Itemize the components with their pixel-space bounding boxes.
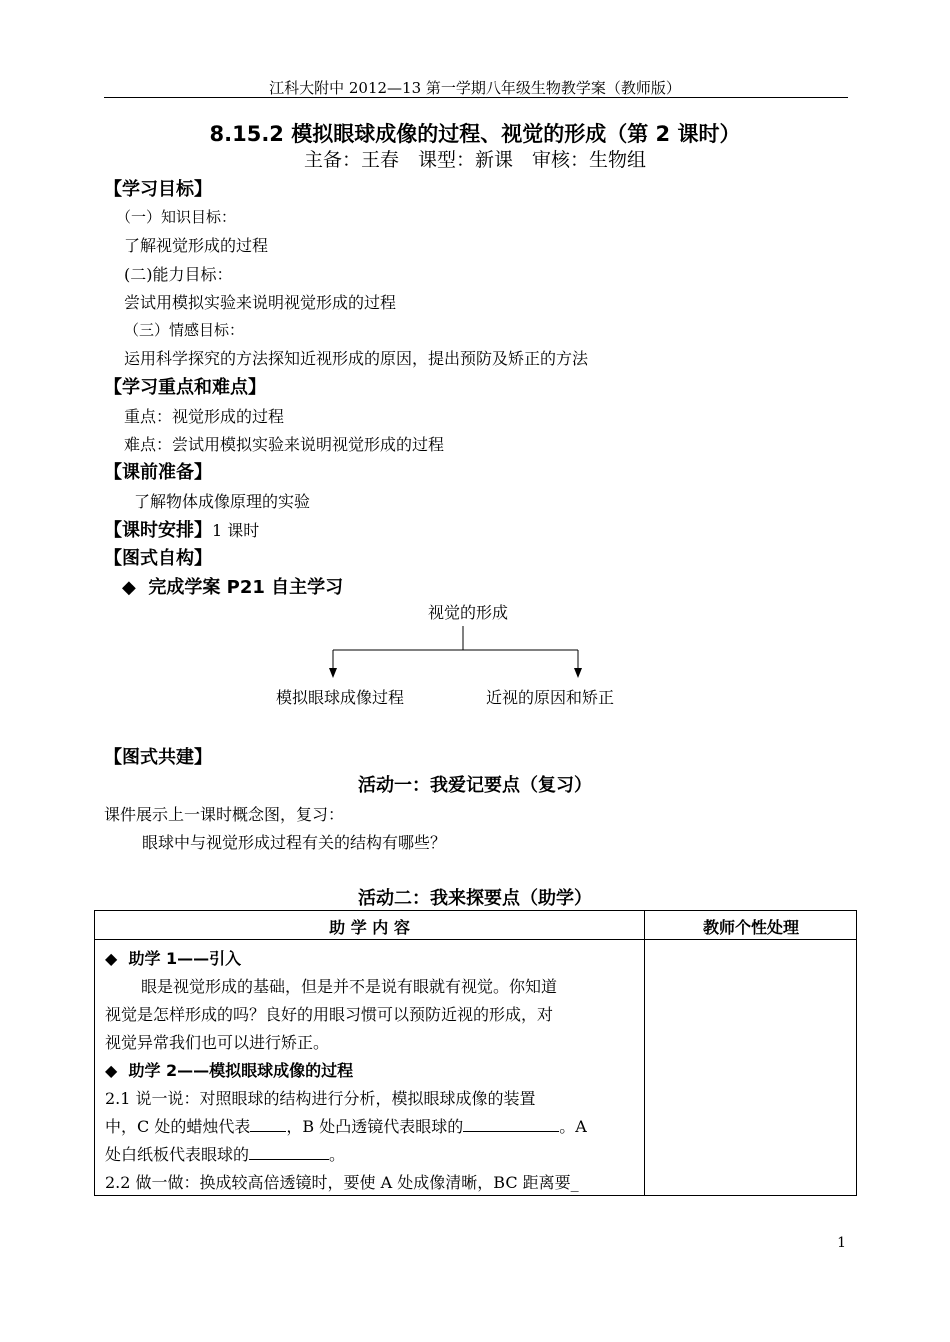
diamond-bullet-icon: ◆: [122, 577, 136, 598]
q21-text-d: 处白纸板代表眼球的: [105, 1145, 250, 1164]
diagram-right-label: 近视的原因和矫正: [486, 688, 615, 707]
column-header-teacher: 教师个性处理: [702, 918, 799, 937]
activity1-line2: 眼球中与视觉形成过程有关的结构有哪些？: [142, 833, 447, 852]
objectives-heading: 【学习目标】: [104, 179, 212, 200]
activity1-line1: 课件展示上一课时概念图，复习：: [104, 805, 345, 824]
knowledge-objective-label: （一）知识目标：: [116, 208, 237, 226]
preparation-text: 了解物体成像原理的实验: [134, 492, 311, 511]
header-divider: [104, 97, 848, 98]
concept-diagram: [270, 598, 670, 713]
diagram-root-label: 视觉的形成: [428, 603, 509, 622]
page-header: 江科大附中 2012—13 第一学期八年级生物教学案（教师版）: [269, 79, 681, 97]
column-header-content: 助 学 内 容: [329, 918, 410, 937]
page-number: 1: [837, 1235, 846, 1251]
help2-title-line: [105, 1058, 353, 1081]
arrow-down-icon: [574, 668, 582, 678]
preparation-heading: 【课前准备】: [104, 462, 212, 483]
diamond-bullet-icon: ◆: [105, 949, 118, 968]
activity1-title: 活动一：我爱记要点（复习）: [358, 775, 592, 796]
key-points-heading: 【学习重点和难点】: [104, 377, 266, 398]
focus-point: 重点：视觉形成的过程: [124, 407, 285, 426]
q21-text-a: 中，C 处的蜡烛代表: [105, 1117, 251, 1136]
question-2-1-line2: [105, 1114, 587, 1137]
question-2-2-line: 2.2 做一做：换成较高倍透镜时，要使 A 处成像清晰，BC 距离要_: [105, 1173, 579, 1192]
document-title: 8.15.2 模拟眼球成像的过程、视觉的形成（第 2 课时）: [209, 122, 741, 146]
emotion-objective-label: （三）情感目标：: [124, 321, 245, 339]
help1-line: 视觉是怎样形成的吗？良好的用眼习惯可以预防近视的形成，对: [105, 1005, 554, 1024]
document-subtitle: 主备：王春 课型：新课 审核：生物组: [303, 149, 646, 171]
self-build-task: 完成学案 P21 自主学习: [148, 577, 344, 598]
fill-blank-cardboard[interactable]: [249, 1145, 329, 1160]
help1-title-line: [105, 946, 241, 969]
fill-blank-candle[interactable]: [250, 1117, 286, 1132]
diamond-bullet-icon: ◆: [105, 1061, 118, 1080]
question-2-1-line3: [105, 1142, 345, 1165]
self-build-task-line: [122, 573, 343, 599]
emotion-objective-text: 运用科学探究的方法探知近视形成的原因，提出预防及矫正的方法: [124, 349, 589, 368]
fill-blank-lens[interactable]: [463, 1117, 559, 1132]
arrow-down-icon: [329, 668, 337, 678]
schedule-line: [104, 516, 259, 542]
knowledge-objective-text: 了解视觉形成的过程: [124, 236, 269, 255]
help1-line: 眼是视觉形成的基础，但是并不是说有眼就有视觉。你知道: [141, 977, 558, 996]
self-build-heading: 【图式自构】: [104, 548, 212, 569]
help2-title: 助学 2——模拟眼球成像的过程: [128, 1061, 354, 1080]
ability-objective-text: 尝试用模拟实验来说明视觉形成的过程: [124, 293, 397, 312]
help-table: [94, 910, 857, 1196]
table-header-divider: [95, 939, 856, 940]
ability-objective-label: (二)能力目标：: [124, 265, 233, 284]
schedule-heading: 【课时安排】: [104, 520, 212, 541]
q21-text-e: 。: [329, 1145, 346, 1164]
activity2-title: 活动二：我来探要点（助学）: [358, 888, 592, 909]
q21-text-c: 。A: [559, 1117, 587, 1136]
schedule-text: 1 课时: [212, 521, 260, 540]
difficulty-point: 难点：尝试用模拟实验来说明视觉形成的过程: [124, 435, 445, 454]
diagram-left-label: 模拟眼球成像过程: [276, 688, 405, 707]
table-column-divider: [644, 911, 645, 1195]
co-build-heading: 【图式共建】: [104, 747, 212, 768]
q21-text-b: ，B 处凸透镜代表眼球的: [286, 1117, 464, 1136]
help1-line: 视觉异常我们也可以进行矫正。: [105, 1033, 330, 1052]
help1-title: 助学 1——引入: [128, 949, 242, 968]
question-2-1-line1: 2.1 说一说：对照眼球的结构进行分析，模拟眼球成像的装置: [105, 1089, 536, 1108]
